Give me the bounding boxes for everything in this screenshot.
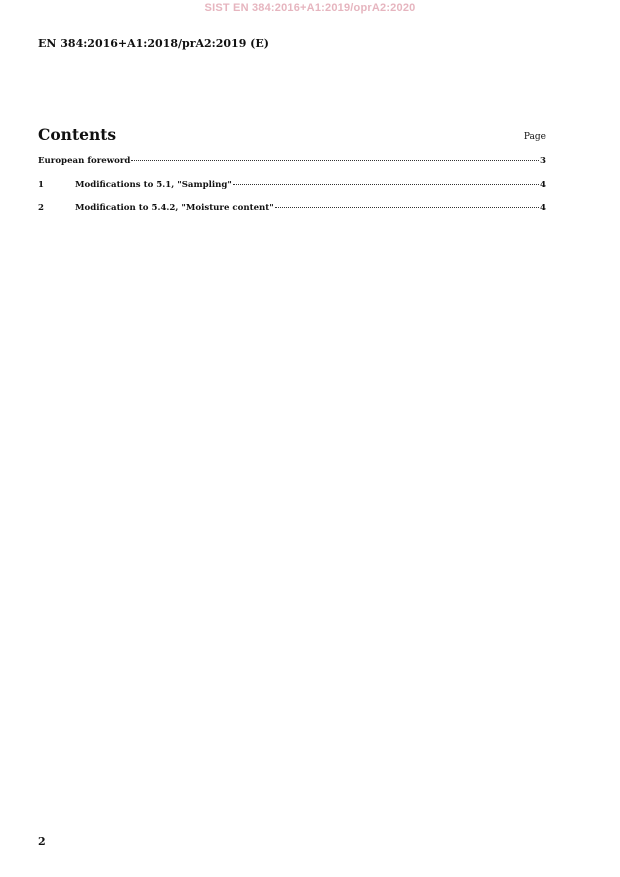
watermark: SIST EN 384:2016+A1:2019/oprA2:2020 [204, 2, 416, 14]
dot-leader [131, 160, 539, 161]
toc-entry-number: 2 [38, 203, 44, 213]
dot-leader [233, 184, 539, 185]
contents-title: Contents [38, 125, 117, 144]
toc-entry-page: 4 [540, 179, 546, 190]
toc-entry-page: 3 [540, 156, 546, 166]
toc-entry-foreword[interactable] [38, 156, 546, 168]
contents-list [38, 156, 546, 227]
page-column-label: Page [523, 132, 546, 142]
contents-header [38, 122, 546, 144]
toc-entry-number: 1 [38, 179, 44, 190]
document-id: EN 384:2016+A1:2018/prA2:2019 (E) [38, 37, 269, 50]
page-number: 2 [38, 835, 46, 848]
toc-entry-text: Modification to 5.4.2, "Moisture content" [75, 203, 274, 213]
toc-entry-moisture-content[interactable] [38, 203, 546, 215]
toc-entry-text: Modifications to 5.1, "Sampling" [75, 179, 232, 190]
toc-entry-text: European foreword [38, 156, 131, 166]
toc-entry-sampling[interactable] [38, 180, 546, 192]
dot-leader [275, 207, 539, 208]
toc-entry-page: 4 [540, 203, 546, 213]
